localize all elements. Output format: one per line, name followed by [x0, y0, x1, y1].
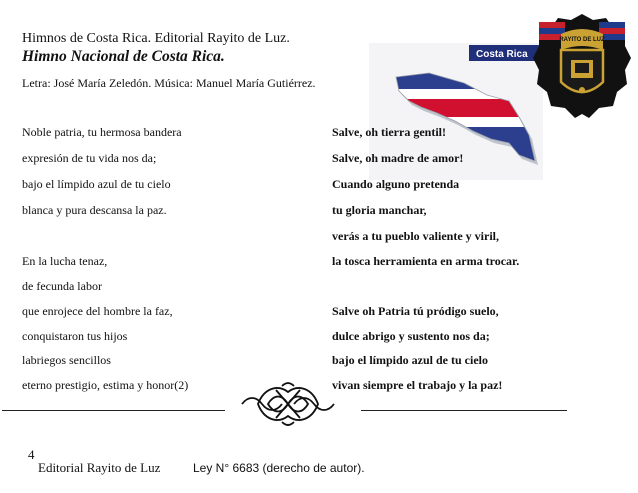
verse-right-line: dulce abrigo y sustento nos da;: [332, 329, 490, 343]
verse-right-line: Salve, oh madre de amor!: [332, 151, 464, 165]
verse-left-line: conquistaron tus hijos: [22, 329, 128, 343]
verse-right-line: la tosca herramienta en arma trocar.: [332, 254, 520, 268]
verse-right-line: bajo el límpido azul de tu cielo: [332, 353, 488, 367]
divider-right: [361, 410, 567, 411]
verse-left-line: Noble patria, tu hermosa bandera: [22, 125, 182, 139]
verse-left-line: En la lucha tenaz,: [22, 254, 108, 268]
verse-left-line: expresión de tu vida nos da;: [22, 151, 157, 165]
verse-right-line: tu gloria manchar,: [332, 203, 427, 217]
verse-left-line: de fecunda labor: [22, 279, 102, 293]
verse-right-line: vivan siempre el trabajo y la paz!: [332, 378, 503, 392]
seal-banner-text: RAYITO DE LUZ: [559, 37, 605, 43]
verse-left-line: labriegos sencillos: [22, 353, 111, 367]
verse-right-line: verás a tu pueblo valiente y viril,: [332, 229, 499, 243]
credits-line: Letra: José María Zeledón. Música: Manuel María Gutiérrez.: [22, 76, 316, 90]
page-number: 4: [28, 447, 35, 462]
header-line: Himnos de Costa Rica. Editorial Rayito de Luz.: [22, 31, 290, 46]
verse-right-line: Salve, oh tierra gentil!: [332, 125, 446, 139]
map-label: Costa Rica: [476, 49, 528, 60]
verse-left-line: eterno prestigio, estima y honor(2): [22, 378, 189, 392]
verse-left-line: blanca y pura descansa la paz.: [22, 203, 167, 217]
footer-publisher: Editorial Rayito de Luz: [38, 460, 161, 475]
page-title: Himno Nacional de Costa Rica.: [22, 48, 225, 65]
verse-left-line: bajo el límpido azul de tu cielo: [22, 177, 171, 191]
rayito-de-luz-seal-image: [531, 10, 633, 122]
footer-copyright: Ley N° 6683 (derecho de autor).: [193, 461, 365, 475]
verse-left-line: que enrojece del hombre la faz,: [22, 304, 173, 318]
celtic-knot-ornament-icon: [238, 378, 338, 428]
verse-right-line: Cuando alguno pretenda: [332, 177, 460, 191]
verse-right-line: Salve oh Patria tú pródigo suelo,: [332, 304, 499, 318]
divider-left: [2, 410, 225, 411]
